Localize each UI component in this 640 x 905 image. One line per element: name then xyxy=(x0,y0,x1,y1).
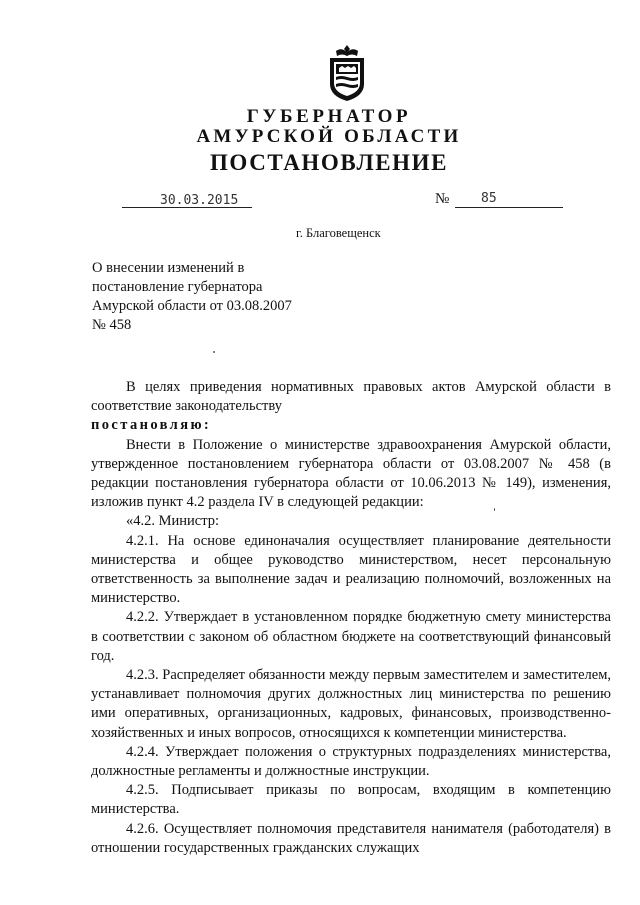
coat-of-arms-icon xyxy=(327,44,367,102)
body-paragraph: 4.2.3. Распределяет обязанности между первым заместителем и заместителем, устанавливает полномочия других должностных лиц министерства по решению ими оперативных, организационных, кадровых, финансовых, производственно-хозяйственных и иных вопросов, относящихся к компетенции министерства. xyxy=(91,667,611,741)
subject-line: № 458 xyxy=(92,317,132,333)
document-date: 30.03.2015 xyxy=(160,193,239,208)
number-underline xyxy=(455,207,563,208)
body-paragraph: 4.2.4. Утверждает положения о структурных подразделениях министерства, должностные регламенты и должностные инструкции. xyxy=(91,743,611,780)
document-subject xyxy=(92,259,292,335)
decree-word: постановляю: xyxy=(91,417,212,434)
body-paragraph: Внести в Положение о министерстве здравоохранения Амурской области, утвержденное постановлением губернатора области от 03.08.2007 № 458 (в редакции постановления губернатора области от 10.06.2013 № 149), изменения, изложив пункт 4.2 раздела IV в следующей редакции: xyxy=(91,436,611,511)
header-title-governor: ГУБЕРНАТОР xyxy=(246,106,412,127)
document-number: 85 xyxy=(481,191,497,206)
subject-line: постановление губернатора xyxy=(92,279,263,295)
document-body xyxy=(91,378,611,858)
body-paragraph: 4.2.1. На основе единоначалия осуществляет планирование деятельности министерства и общее руководство министерством, несет персональную ответственность за выполнение задач и реализацию полномочий, возложенных на министерство. xyxy=(91,532,611,607)
number-label: № xyxy=(435,191,450,207)
header-title-region: АМУРСКОЙ ОБЛАСТИ xyxy=(196,126,462,147)
body-paragraph: В целях приведения нормативных правовых актов Амурской области в соответствие законодательству xyxy=(91,379,611,415)
body-paragraph: 4.2.6. Осуществляет полномочия представителя нанимателя (работодателя) в отношении государственных гражданских служащих xyxy=(91,820,611,856)
body-paragraph: 4.2.5. Подписывает приказы по вопросам, входящим в компетенцию министерства. xyxy=(91,782,611,818)
body-paragraph: 4.2.2. Утверждает в установленном порядке бюджетную смету министерства в соответствии с законом об областном бюджете на соответствующий финансовый год. xyxy=(91,609,611,664)
document-city: г. Благовещенск xyxy=(296,226,381,240)
body-paragraph: «4.2. Министр: xyxy=(126,513,220,530)
scan-speck xyxy=(213,351,215,353)
subject-line: О внесении изменений в xyxy=(92,260,245,276)
header-title-decree: ПОСТАНОВЛЕНИЕ xyxy=(209,150,449,175)
subject-line: Амурской области от 03.08.2007 xyxy=(92,298,292,314)
